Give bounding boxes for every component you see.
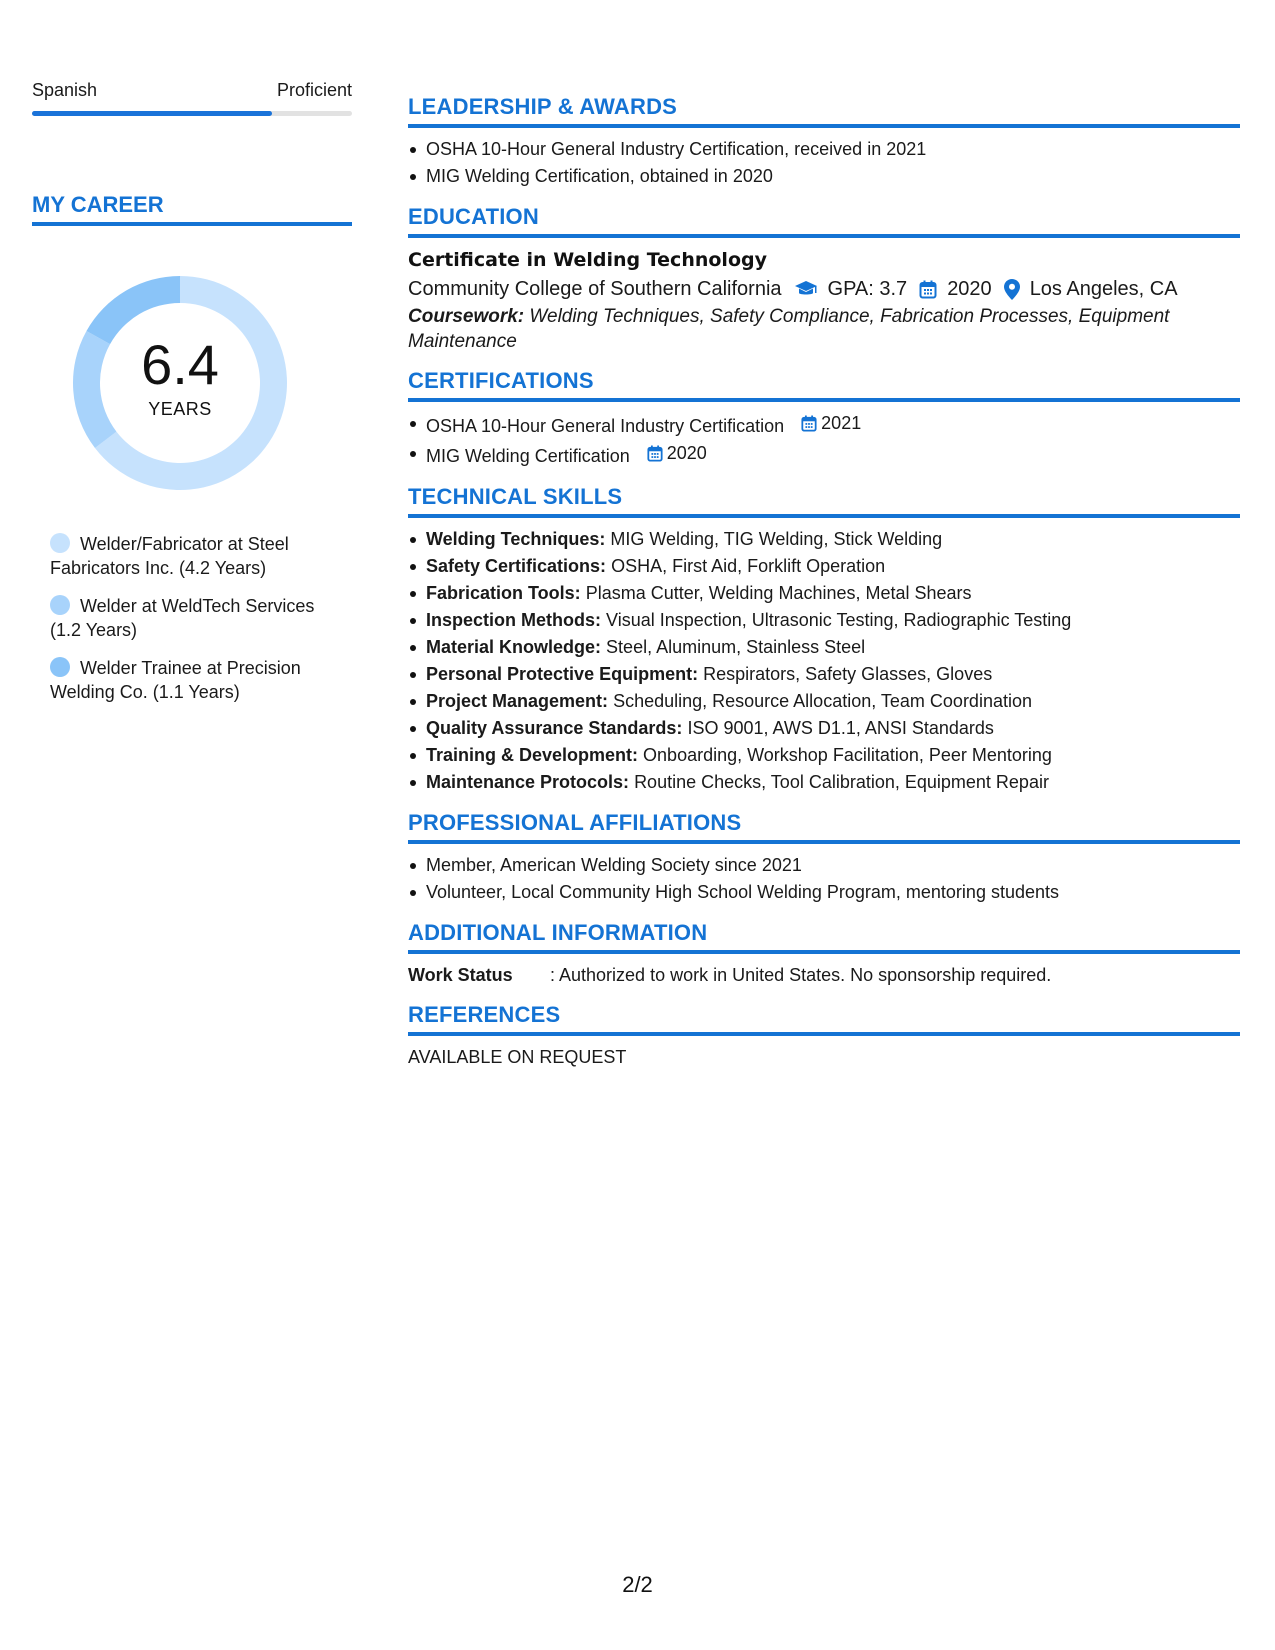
skill-label: Safety Certifications: [426,556,607,576]
legend-dot-icon [50,595,70,615]
skill-value: OSHA, First Aid, Forklift Operation [611,556,886,576]
skill-value: Onboarding, Workshop Facilitation, Peer Mentoring [643,745,1052,765]
language-level: Proficient [276,80,352,100]
list-item: Member, American Welding Society since 2021 [408,852,1240,879]
skill-item [408,580,1240,607]
language-row [32,80,352,101]
career-legend-item [50,656,340,704]
career-total-unit: YEARS [148,398,212,419]
language-proficiency-bar [32,111,352,116]
calendar-icon [919,280,937,299]
certification-name: MIG Welding Certification [426,446,630,466]
career-total-value: 6.4 [141,332,219,396]
calendar-icon [647,445,663,462]
skill-item [408,661,1240,688]
certifications-heading: CERTIFICATIONS [408,368,1240,402]
list-item: MIG Welding Certification, obtained in 2020 [408,163,1240,190]
skill-item [408,607,1240,634]
certification-year-wrap [647,440,707,467]
additional-info-heading: ADDITIONAL INFORMATION [408,920,1240,954]
work-status-row [408,962,1240,988]
career-heading: MY CAREER [32,192,352,226]
education-school: Community College of Southern California [408,278,782,300]
education-location: Los Angeles, CA [1029,278,1178,300]
technical-skills-heading: TECHNICAL SKILLS [408,484,1240,518]
education-coursework [408,304,1240,354]
skill-item [408,742,1240,769]
skill-label: Fabrication Tools: [426,583,581,603]
calendar-icon [801,415,817,432]
coursework-label: Coursework: [408,306,525,327]
skill-value: Visual Inspection, Ultrasonic Testing, Radiographic Testing [606,610,1072,630]
skill-value: MIG Welding, TIG Welding, Stick Welding [610,529,943,549]
references-heading: REFERENCES [408,1002,1240,1036]
list-item: Volunteer, Local Community High School Welding Program, mentoring students [408,879,1240,906]
education-section [408,204,1240,354]
skill-value: Plasma Cutter, Welding Machines, Metal Shears [585,583,972,603]
education-gpa: GPA: 3.7 [827,278,908,300]
legend-dot-icon [50,657,70,677]
certification-year: 2021 [821,413,862,433]
skill-value: ISO 9001, AWS D1.1, ANSI Standards [687,718,994,738]
references-text: AVAILABLE ON REQUEST [408,1047,627,1067]
affiliations-section [408,810,1240,906]
certifications-section [408,368,1240,470]
skill-value: Routine Checks, Tool Calibration, Equipment Repair [634,772,1049,792]
graduation-cap-icon [794,280,818,298]
references-section [408,1002,1240,1070]
additional-info-section [408,920,1240,988]
main-content [408,94,1240,1084]
affiliations-heading: PROFESSIONAL AFFILIATIONS [408,810,1240,844]
skill-item [408,553,1240,580]
career-legend-label: Welder Trainee at Precision Welding Co. (1.1 Years) [50,658,301,702]
skill-label: Quality Assurance Standards: [426,718,683,738]
list-item [408,410,1240,440]
certification-year-wrap [801,410,861,437]
list-item: OSHA 10-Hour General Industry Certification, received in 2021 [408,136,1240,163]
donut-center [65,268,295,498]
map-pin-icon [1004,279,1020,300]
technical-skills-section [408,484,1240,796]
skill-label: Welding Techniques: [426,529,606,549]
career-donut-chart [65,268,295,498]
skill-value: Scheduling, Resource Allocation, Team Coordination [613,691,1032,711]
skill-item [408,715,1240,742]
coursework-text: Welding Techniques, Safety Compliance, Fabrication Processes, Equipment Maintenance [408,306,1170,352]
skill-label: Inspection Methods: [426,610,601,630]
work-status-key: Work Status [408,965,513,985]
sidebar [32,80,352,718]
career-legend-item [50,594,340,642]
skill-label: Personal Protective Equipment: [426,664,699,684]
skill-label: Training & Development: [426,745,639,765]
career-legend [32,532,352,704]
certification-name: OSHA 10-Hour General Industry Certification [426,416,785,436]
education-details [408,274,1240,304]
legend-dot-icon [50,533,70,553]
list-item [408,440,1240,470]
language-proficiency-fill [32,111,272,116]
skill-item [408,526,1240,553]
skill-item [408,634,1240,661]
certification-year: 2020 [666,443,707,463]
skill-value: Respirators, Safety Glasses, Gloves [703,664,993,684]
career-legend-label: Welder at WeldTech Services (1.2 Years) [50,596,315,640]
skill-item [408,769,1240,796]
page-number: 2/2 [622,1572,653,1597]
skill-item [408,688,1240,715]
work-status-value: : Authorized to work in United States. No sponsorship required. [550,965,1052,985]
skill-label: Maintenance Protocols: [426,772,630,792]
skill-label: Project Management: [426,691,609,711]
education-degree: Certificate in Welding Technology [408,249,767,271]
education-heading: EDUCATION [408,204,1240,238]
skill-value: Steel, Aluminum, Stainless Steel [606,637,866,657]
leadership-section [408,94,1240,190]
career-legend-item [50,532,340,580]
leadership-heading: LEADERSHIP & AWARDS [408,94,1240,128]
career-legend-label: Welder/Fabricator at Steel Fabricators Inc. (4.2 Years) [50,534,289,578]
language-name: Spanish [32,80,98,100]
skill-label: Material Knowledge: [426,637,602,657]
education-year: 2020 [947,278,992,300]
